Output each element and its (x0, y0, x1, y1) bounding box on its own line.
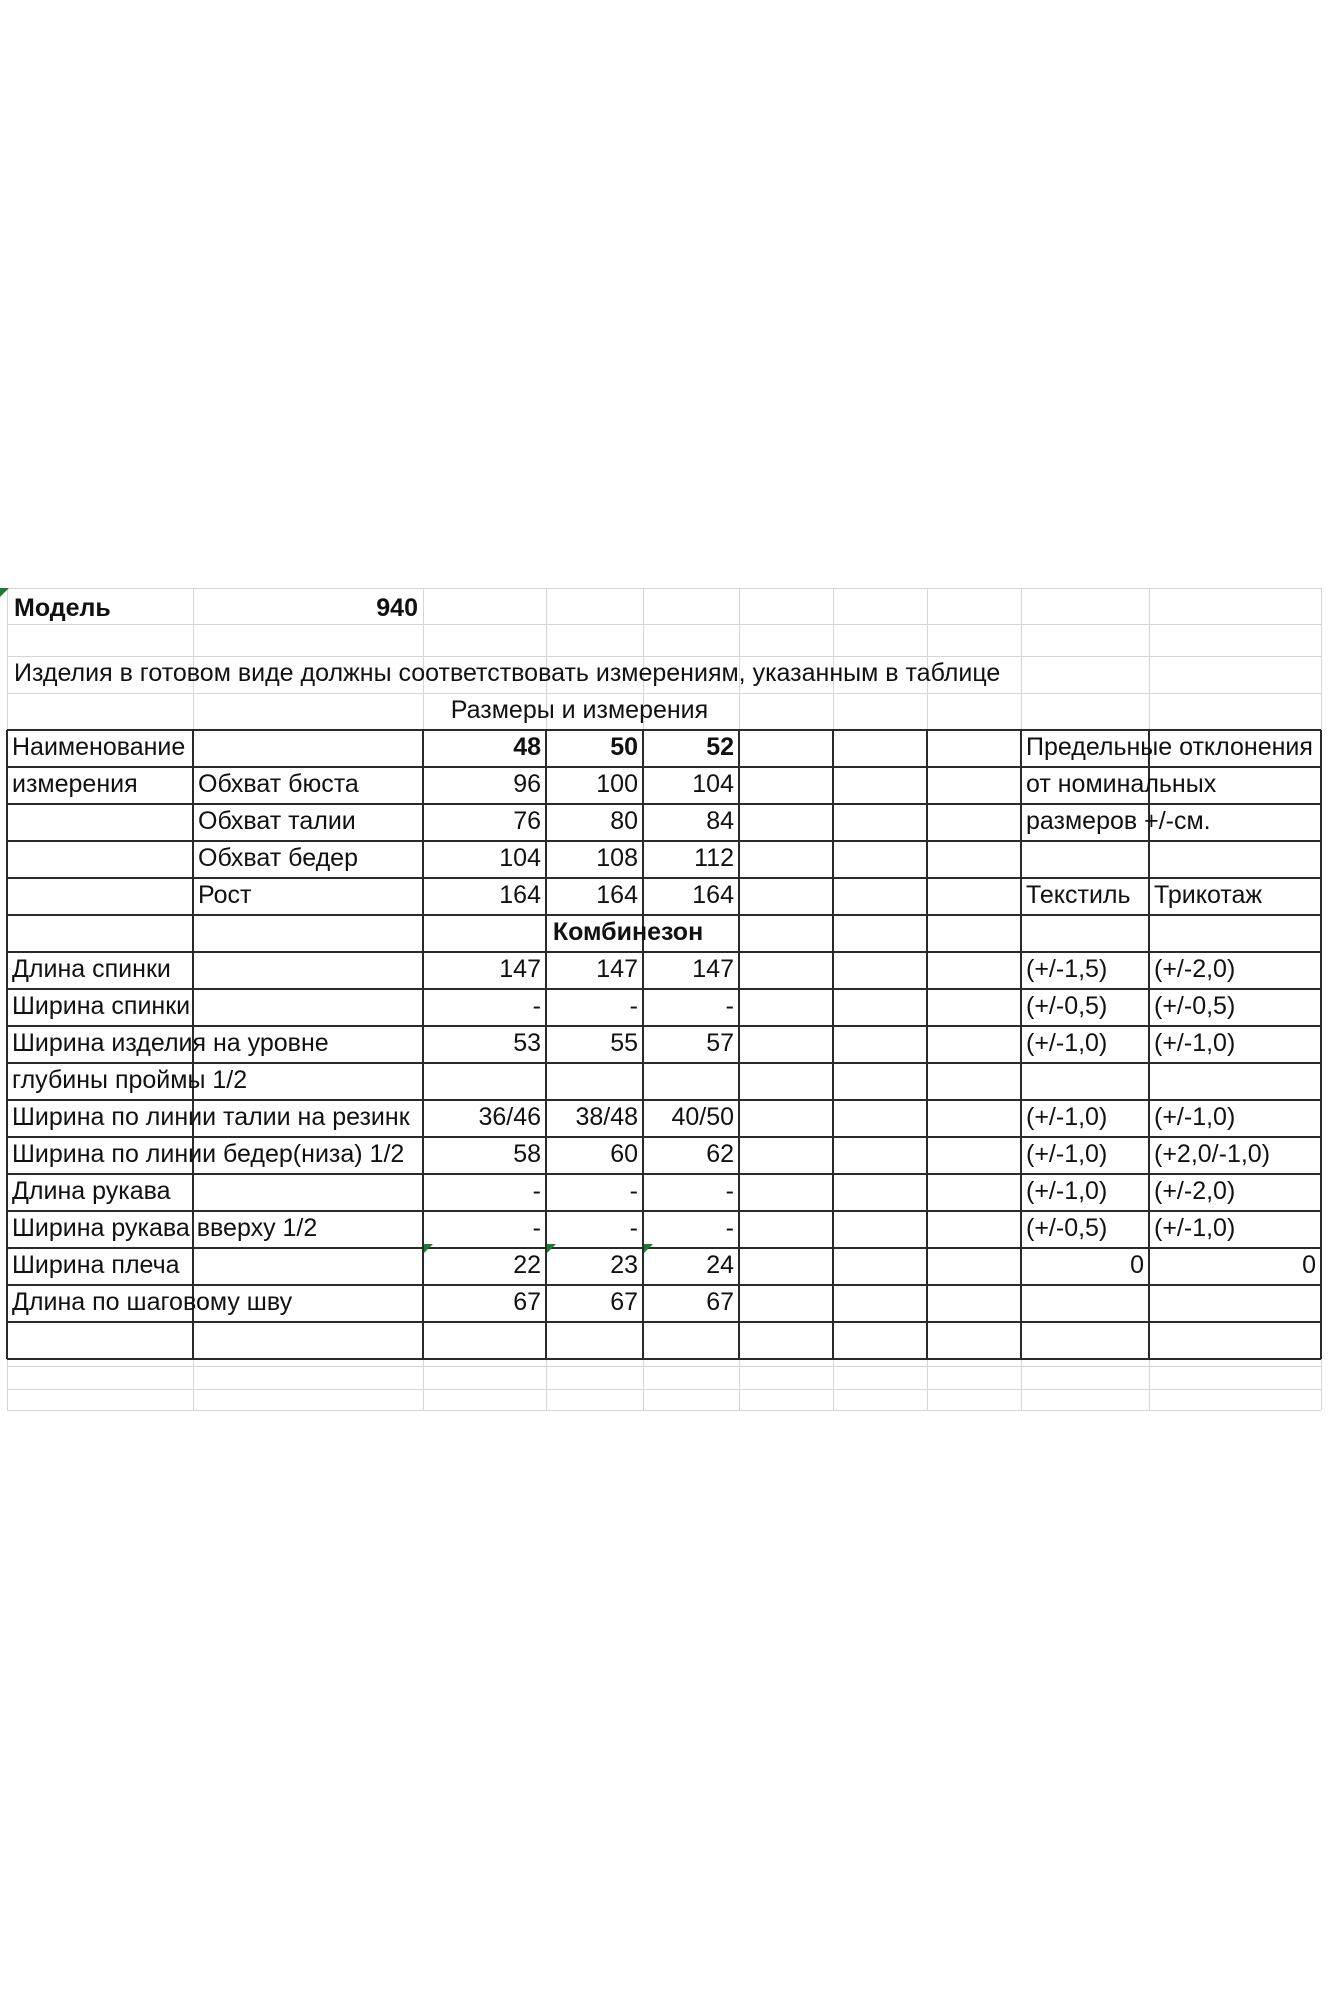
row-value[interactable]: 22 (513, 1251, 541, 1279)
row-label[interactable]: Ширина по линии бедер(низа) 1/2 (12, 1140, 405, 1168)
grid-line (1021, 588, 1022, 730)
row-value[interactable]: 57 (706, 1029, 734, 1057)
textile-header[interactable]: Текстиль (1026, 881, 1131, 909)
row-knit[interactable]: 0 (1302, 1251, 1316, 1279)
cell-comment-marker (644, 1244, 653, 1253)
row-value[interactable]: 147 (692, 955, 734, 983)
grid-line (739, 1359, 740, 1410)
row-value[interactable]: - (725, 1177, 734, 1205)
row-value[interactable] (423, 1063, 546, 1100)
size-48-header[interactable]: 48 (513, 733, 541, 761)
section-title[interactable]: Комбинезон (552, 918, 704, 946)
grid-line (832, 730, 834, 1359)
row-value[interactable]: - (532, 992, 541, 1020)
row-knit[interactable]: (+/-1,0) (1154, 1103, 1236, 1131)
sizes-header[interactable]: Размеры и измерения (450, 696, 709, 724)
grid-line (7, 1410, 1321, 1411)
row-value[interactable]: - (629, 992, 638, 1020)
grid-line (546, 1359, 547, 1410)
row-label[interactable]: Длина спинки (12, 955, 171, 983)
body-value[interactable]: 112 (694, 844, 734, 872)
row-value[interactable]: 147 (596, 955, 638, 983)
grid-line (7, 588, 1321, 589)
row-textile[interactable]: (+/-1,5) (1026, 955, 1108, 983)
body-value[interactable]: 104 (692, 770, 734, 798)
row-label[interactable]: глубины проймы 1/2 (12, 1066, 248, 1094)
row-knit[interactable]: (+/-1,0) (1154, 1029, 1236, 1057)
body-label[interactable]: Обхват талии (198, 807, 356, 835)
row-value[interactable]: 67 (706, 1288, 734, 1316)
grid-line (193, 1359, 194, 1410)
row-label[interactable]: Ширина рукава вверху 1/2 (12, 1214, 318, 1242)
row-value[interactable]: 38/48 (575, 1103, 638, 1131)
grid-line (7, 1389, 1321, 1390)
cell-comment-marker (0, 588, 9, 597)
row-value[interactable]: - (532, 1177, 541, 1205)
note-text[interactable]: Изделия в готовом виде должны соответствовать измерениям, указанным в таблице (14, 659, 1001, 687)
cell-comment-marker (424, 1244, 433, 1253)
tolerance-line1[interactable]: Предельные отклонения (1026, 733, 1313, 761)
body-value[interactable]: 80 (610, 807, 638, 835)
body-value[interactable]: 96 (513, 770, 541, 798)
model-number[interactable]: 940 (376, 594, 418, 622)
row-value[interactable]: 58 (513, 1140, 541, 1168)
row-knit[interactable]: (+/-0,5) (1154, 992, 1236, 1020)
row-knit[interactable] (1149, 1285, 1159, 1322)
grid-line (1149, 1359, 1150, 1410)
body-label[interactable]: Обхват бюста (198, 770, 359, 798)
tolerance-line3[interactable]: размеров +/-см. (1026, 807, 1211, 835)
row-label[interactable]: Ширина спинки (12, 992, 191, 1020)
size-52-header[interactable]: 52 (706, 733, 734, 761)
row-value[interactable]: - (629, 1177, 638, 1205)
row-textile[interactable]: (+/-0,5) (1026, 1214, 1108, 1242)
row-value[interactable]: 67 (513, 1288, 541, 1316)
body-label[interactable]: Рост (198, 881, 252, 909)
row-label[interactable]: Длина рукава (12, 1177, 171, 1205)
body-value[interactable]: 84 (706, 807, 734, 835)
grid-line (927, 1359, 928, 1410)
header-name-line2[interactable]: измерения (12, 770, 138, 798)
row-textile[interactable] (1021, 1285, 1031, 1322)
cell-comment-marker (547, 1244, 556, 1253)
row-value[interactable]: - (725, 1214, 734, 1242)
grid-line (7, 1359, 8, 1410)
grid-line (1021, 1359, 1022, 1410)
model-label[interactable]: Модель (14, 594, 111, 622)
grid-line (7, 1366, 1321, 1367)
row-value[interactable]: 24 (706, 1251, 734, 1279)
row-knit[interactable] (1149, 1063, 1159, 1100)
body-value[interactable]: 164 (499, 881, 541, 909)
row-value[interactable]: 53 (513, 1029, 541, 1057)
grid-line (833, 1359, 834, 1410)
body-value[interactable]: 100 (596, 770, 638, 798)
header-name-line1[interactable]: Наименование (12, 733, 186, 761)
row-value[interactable]: 55 (610, 1029, 638, 1057)
row-textile[interactable]: 0 (1130, 1251, 1144, 1279)
body-value[interactable]: 108 (596, 844, 638, 872)
row-value[interactable] (546, 1063, 643, 1100)
row-value[interactable] (643, 1063, 739, 1100)
body-label[interactable]: Обхват бедер (198, 844, 358, 872)
knitwear-header[interactable]: Трикотаж (1154, 881, 1263, 909)
body-value[interactable]: 76 (513, 807, 541, 835)
row-value[interactable]: 23 (610, 1251, 638, 1279)
row-value[interactable]: - (532, 1214, 541, 1242)
row-value[interactable]: - (629, 1214, 638, 1242)
row-textile[interactable]: (+/-1,0) (1026, 1029, 1108, 1057)
row-textile[interactable] (1021, 1063, 1031, 1100)
row-value[interactable]: 147 (499, 955, 541, 983)
row-textile[interactable]: (+/-1,0) (1026, 1177, 1108, 1205)
row-textile[interactable]: (+/-1,0) (1026, 1140, 1108, 1168)
grid-line (423, 1359, 424, 1410)
row-knit[interactable]: (+/-2,0) (1154, 1177, 1236, 1205)
row-label[interactable]: Ширина по линии талии на резинк (12, 1103, 410, 1131)
body-value[interactable]: 164 (692, 881, 734, 909)
row-value[interactable]: 60 (610, 1140, 638, 1168)
tolerance-line2[interactable]: от номинальных (1026, 770, 1217, 798)
grid-line (7, 1358, 1321, 1360)
body-value[interactable]: 164 (596, 881, 638, 909)
row-value[interactable]: 40/50 (671, 1103, 734, 1131)
row-textile[interactable]: (+/-1,0) (1026, 1103, 1108, 1131)
grid-line (1321, 1359, 1322, 1410)
row-knit[interactable]: (+/-1,0) (1154, 1214, 1236, 1242)
grid-line (926, 730, 928, 1359)
row-value[interactable]: - (725, 992, 734, 1020)
grid-line (643, 1359, 644, 1410)
row-value[interactable]: 36/46 (478, 1103, 541, 1131)
row-label[interactable]: Ширина изделия на уровне (12, 1029, 329, 1057)
row-textile[interactable]: (+/-0,5) (1026, 992, 1108, 1020)
row-value[interactable]: 62 (706, 1140, 734, 1168)
body-value[interactable]: 104 (499, 844, 541, 872)
grid-line (1321, 588, 1322, 730)
row-knit[interactable]: (+2,0/-1,0) (1154, 1140, 1271, 1168)
grid-line (7, 588, 8, 730)
row-value[interactable]: 67 (610, 1288, 638, 1316)
row-label[interactable]: Длина по шаговому шву (12, 1288, 293, 1316)
row-knit[interactable]: (+/-2,0) (1154, 955, 1236, 983)
grid-line (1149, 588, 1150, 730)
row-label[interactable]: Ширина плеча (12, 1251, 180, 1279)
size-50-header[interactable]: 50 (610, 733, 638, 761)
